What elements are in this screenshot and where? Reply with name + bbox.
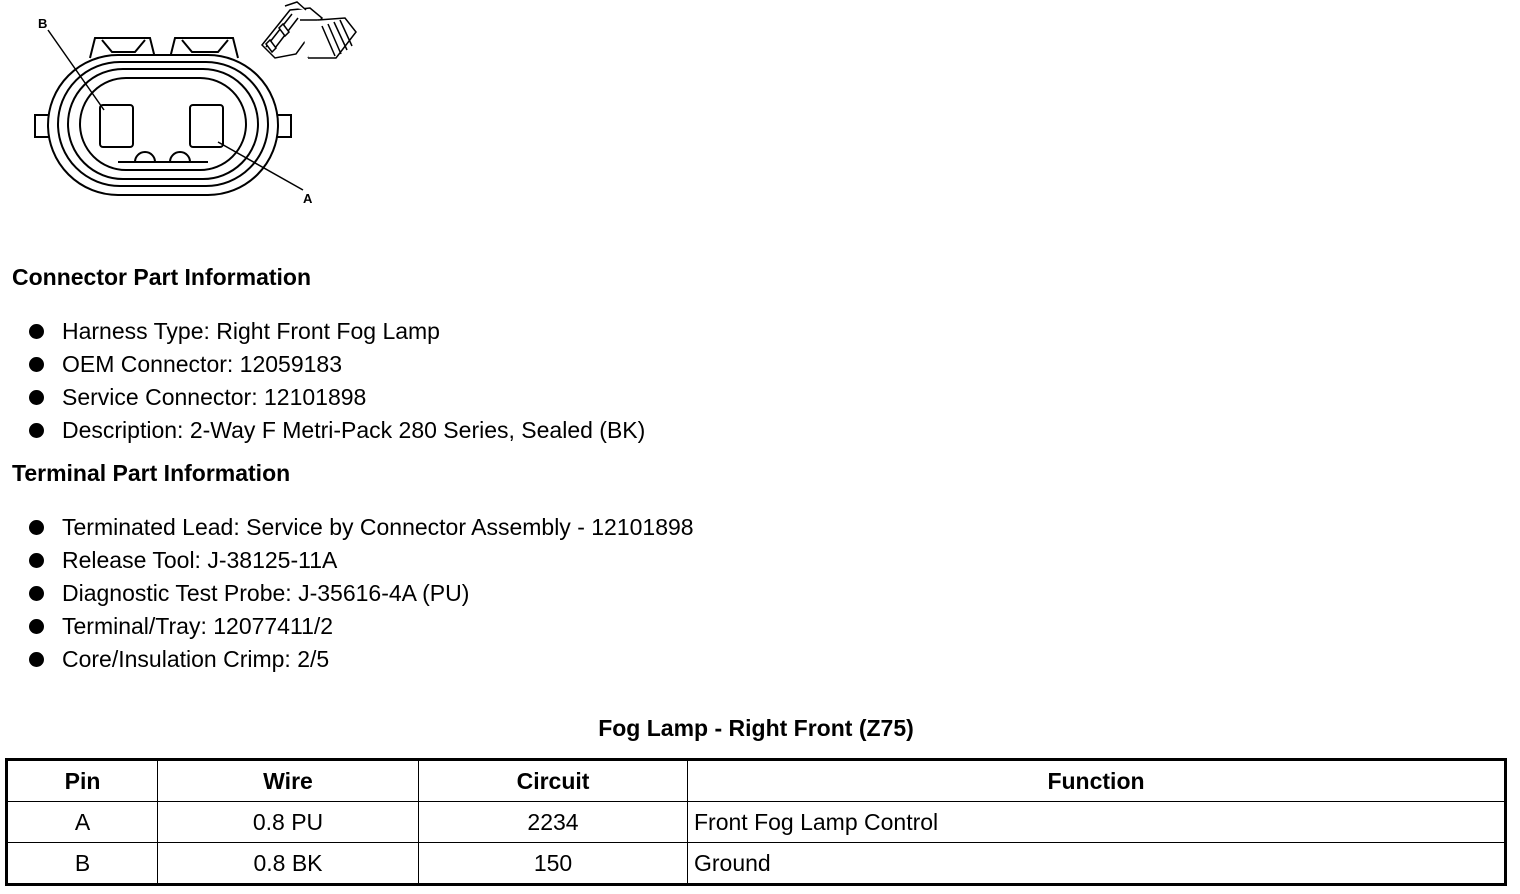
list-item: OEM Connector: 12059183 <box>0 348 645 381</box>
list-item: Terminated Lead: Service by Connector Assembly - 12101898 <box>0 511 694 544</box>
list-item: Release Tool: J-38125-11A <box>0 544 694 577</box>
cell-function: Ground <box>688 843 1506 885</box>
bullet-icon <box>29 324 44 339</box>
header-function: Function <box>688 760 1506 802</box>
bullet-icon <box>29 520 44 535</box>
label-b: B <box>38 16 48 31</box>
table-row <box>7 802 1506 843</box>
header-circuit: Circuit <box>419 760 688 802</box>
header-pin: Pin <box>7 760 158 802</box>
bullet-icon <box>29 652 44 667</box>
cell-wire: 0.8 BK <box>158 843 419 885</box>
cell-circuit: 2234 <box>419 802 688 843</box>
connector-3d-icon <box>262 2 356 58</box>
cell-pin: B <box>7 843 158 885</box>
terminal-info-list <box>0 511 694 676</box>
list-item: Terminal/Tray: 12077411/2 <box>0 610 694 643</box>
pin-table <box>5 758 1507 886</box>
cell-wire: 0.8 PU <box>158 802 419 843</box>
table-row <box>7 843 1506 885</box>
list-item: Service Connector: 12101898 <box>0 381 645 414</box>
bullet-icon <box>29 619 44 634</box>
connector-diagram <box>0 0 380 220</box>
cell-pin: A <box>7 802 158 843</box>
pin-table-caption: Fog Lamp - Right Front (Z75) <box>598 715 914 741</box>
cavity-a <box>190 105 223 147</box>
bullet-icon <box>29 553 44 568</box>
list-item: Core/Insulation Crimp: 2/5 <box>0 643 694 676</box>
bullet-icon <box>29 390 44 405</box>
header-wire: Wire <box>158 760 419 802</box>
terminal-part-info-heading: Terminal Part Information <box>12 460 291 486</box>
connector-part-info-heading: Connector Part Information <box>12 264 312 290</box>
bullet-icon <box>29 357 44 372</box>
list-item: Harness Type: Right Front Fog Lamp <box>0 315 645 348</box>
table-header-row <box>7 760 1506 802</box>
bullet-icon <box>29 586 44 601</box>
list-item: Description: 2-Way F Metri-Pack 280 Series, Sealed (BK) <box>0 414 645 447</box>
connector-info-list <box>0 315 645 447</box>
label-a: A <box>303 191 313 206</box>
list-item: Diagnostic Test Probe: J-35616-4A (PU) <box>0 577 694 610</box>
cavity-b <box>100 105 133 147</box>
cell-function: Front Fog Lamp Control <box>688 802 1506 843</box>
bullet-icon <box>29 423 44 438</box>
cell-circuit: 150 <box>419 843 688 885</box>
